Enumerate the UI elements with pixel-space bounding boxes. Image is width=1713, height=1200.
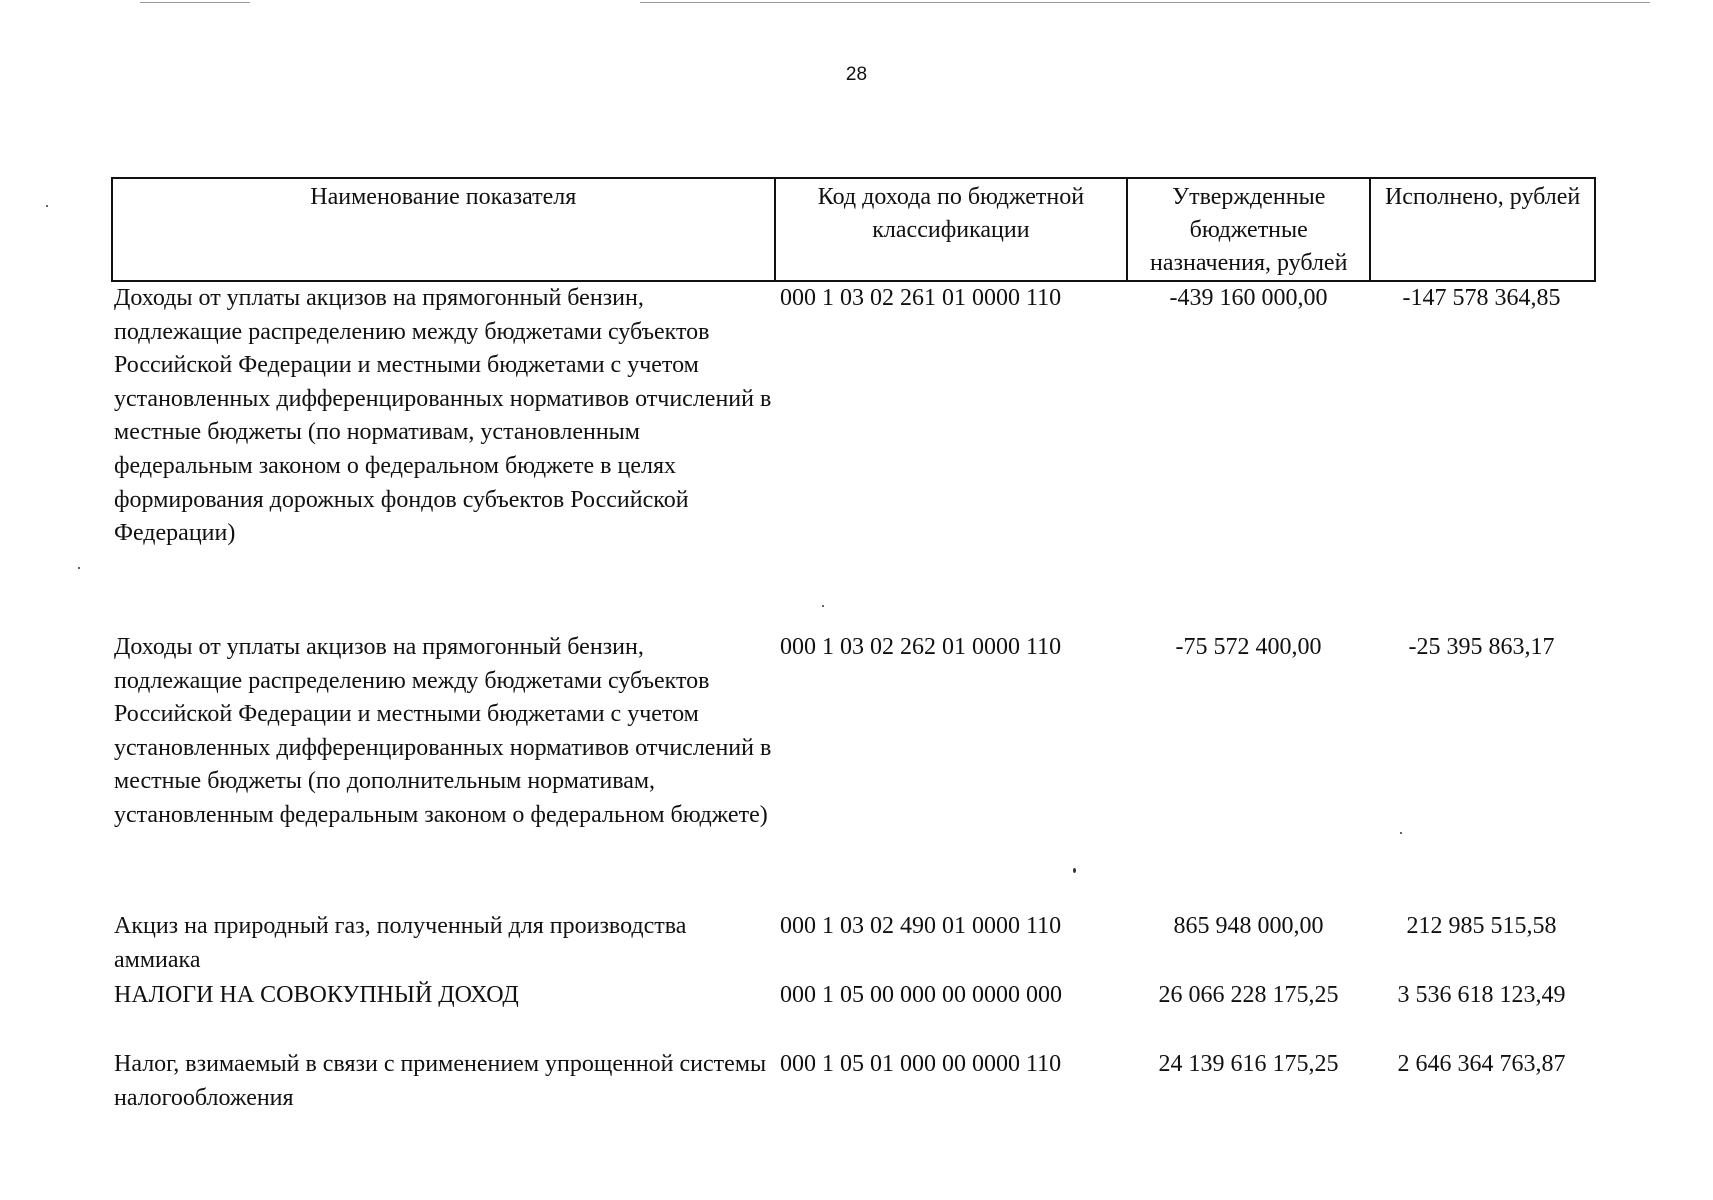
row-approved: 865 948 000,00 <box>1173 913 1324 939</box>
row-code: 000 1 03 02 490 01 0000 110 <box>780 913 1062 939</box>
scan-speck <box>78 567 80 569</box>
table-row <box>111 631 1596 833</box>
scan-speck <box>46 205 48 207</box>
page-number: 28 <box>845 64 868 85</box>
row-approved: -439 160 000,00 <box>1169 285 1328 311</box>
scan-edge-line <box>140 2 250 3</box>
row-code: 000 1 03 02 262 01 0000 110 <box>780 634 1062 660</box>
scan-speck <box>1073 868 1076 873</box>
table-row <box>111 910 1596 977</box>
row-name: Доходы от уплаты акцизов на прямогонный бензин, подлежащие распределению между бюджетами субъектов Российской Федерации и местными бюджетами с учетом установленных дифференцированных нормативов отчислений в местные бюджеты (по нормативам, установленным федеральным законом о федеральном бюджете в целях формирования дорожных фондов субъектов Российской Федерации) <box>114 285 772 547</box>
row-executed: 2 646 364 763,87 <box>1397 1051 1566 1077</box>
table-row <box>111 979 1596 1013</box>
row-executed: 3 536 618 123,49 <box>1397 982 1566 1008</box>
row-approved: -75 572 400,00 <box>1175 634 1322 660</box>
row-name: Акциз на природный газ, полученный для производства аммиака <box>114 913 687 973</box>
row-code: 000 1 05 00 000 00 0000 000 <box>780 982 1062 1008</box>
row-name: Доходы от уплаты акцизов на прямогонный бензин, подлежащие распределению между бюджетами субъектов Российской Федерации и местными бюджетами с учетом установленных дифференцированных нормативов отчислений в местные бюджеты (по дополнительным нормативам, установленным федеральным законом о федеральном бюджете) <box>114 634 772 828</box>
scan-edge-line <box>640 2 1650 3</box>
row-approved: 26 066 228 175,25 <box>1158 982 1339 1008</box>
header-executed: Исполнено, рублей <box>1384 184 1581 210</box>
row-name: Налог, взимаемый в связи с применением упрощенной системы налогообложения <box>114 1051 767 1111</box>
header-indicator-name: Наименование показателя <box>113 179 776 280</box>
header-approved-budget: Утвержденные бюджетные назначения, рублей <box>1128 179 1371 280</box>
header-revenue-code: Код дохода по бюджетной классификации <box>776 179 1129 280</box>
row-name: НАЛОГИ НА СОВОКУПНЫЙ ДОХОД <box>114 982 519 1008</box>
scan-speck <box>822 605 824 607</box>
row-approved: 24 139 616 175,25 <box>1158 1051 1339 1077</box>
table-header <box>111 177 1596 282</box>
scan-speck <box>1400 832 1402 834</box>
row-code: 000 1 03 02 261 01 0000 110 <box>780 285 1062 311</box>
row-code: 000 1 05 01 000 00 0000 110 <box>780 1051 1062 1077</box>
row-executed: -25 395 863,17 <box>1408 634 1555 660</box>
table-row <box>111 282 1596 551</box>
table-row <box>111 1048 1596 1115</box>
row-executed: 212 985 515,58 <box>1406 913 1557 939</box>
row-executed: -147 578 364,85 <box>1402 285 1561 311</box>
